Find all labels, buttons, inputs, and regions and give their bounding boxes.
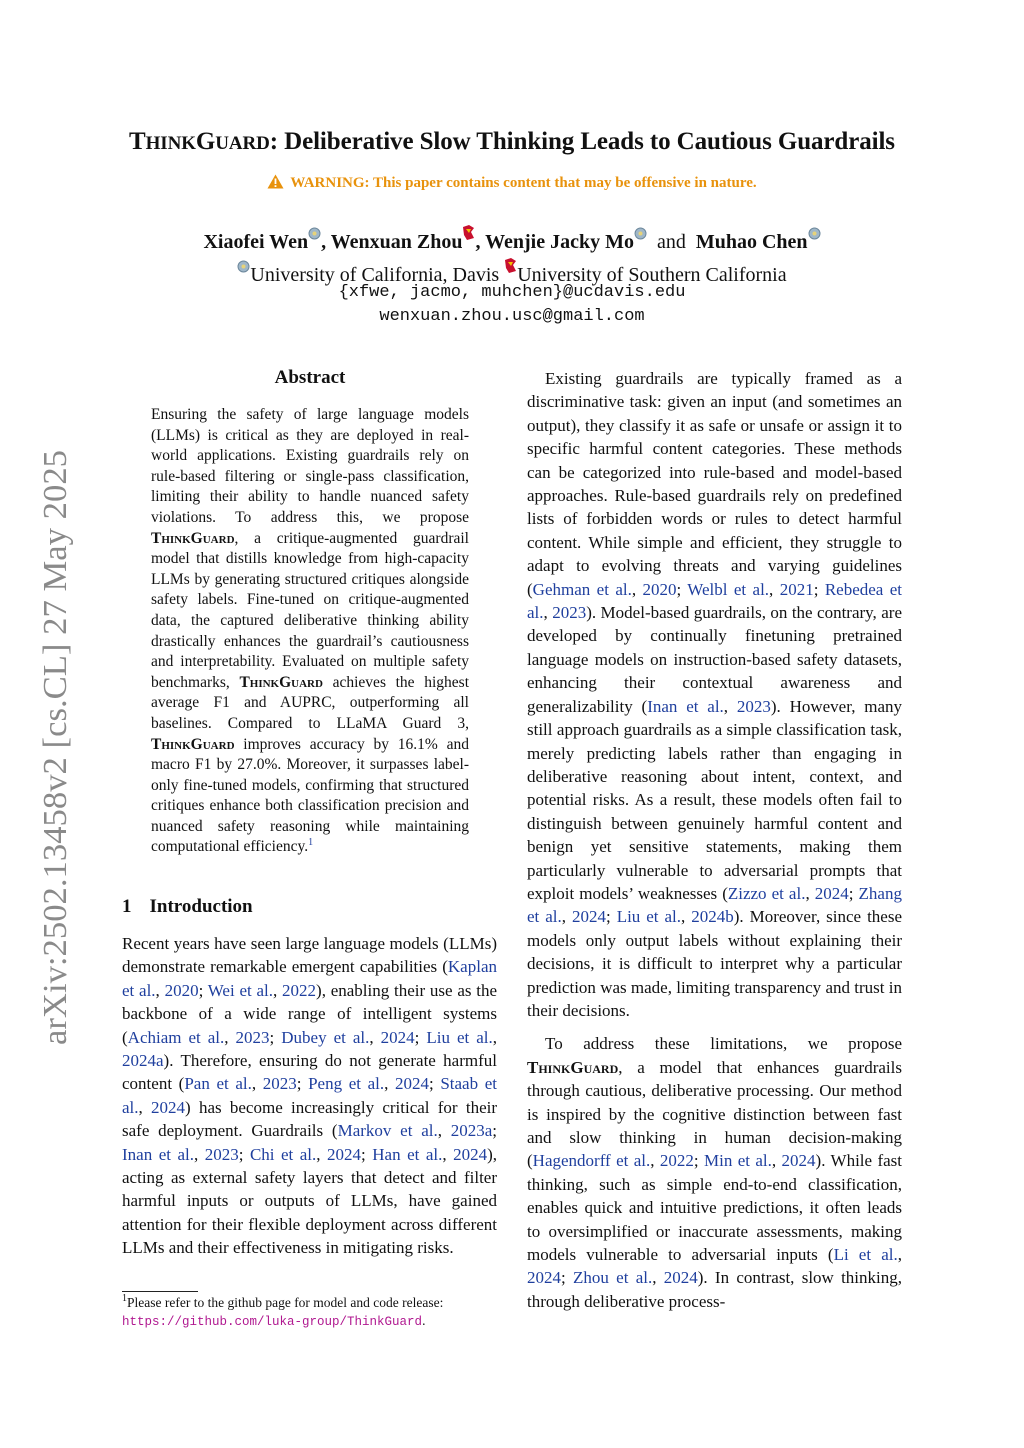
content-warning — [0, 174, 1024, 194]
citation-link[interactable]: Zizzo et al. — [727, 883, 806, 903]
author-and: and — [656, 231, 686, 253]
citation-link[interactable]: Liu et al. — [426, 1027, 493, 1047]
paragraph-proposal: To address these limitations, we propose ThinkGuard, a model that enhances guardrails through cautious, deliberative processing. Our method is inspired by the cognitive distinction between fast and slow thinking in human decision-making (Hagendorff et al., 2022; Min et al., 2024). While fast thinking, such as simple end-to-end classification, enables quick and intuitive predictions, it often leads to oversimplified or inaccurate assessments, making models vulnerable to adversarial inputs (Li et al., 2024; Zhou et al., 2024). In contrast, slow thinking, through deliberative process- — [527, 1034, 903, 1311]
citation-link[interactable]: Li et al. — [833, 1245, 898, 1265]
warning-text: WARNING: This paper contains content that may be offensive in nature. — [290, 175, 757, 191]
citation-link[interactable]: 2023 — [736, 696, 771, 716]
title-name: THINKGUARD — [129, 128, 270, 155]
system-name: ThinkGuard — [239, 673, 323, 691]
usc-logo-icon — [504, 256, 517, 269]
citation-link[interactable]: Kaplan et al. — [122, 957, 497, 1000]
citation-link[interactable]: Pan et al. — [184, 1074, 252, 1094]
citation-link[interactable]: Gehman et al. — [532, 579, 632, 599]
citation-link[interactable]: 2022 — [659, 1151, 694, 1171]
citation-link[interactable]: 2024a — [122, 1051, 164, 1071]
citation-link[interactable]: Liu et al. — [616, 907, 682, 927]
citation-link[interactable]: 2024 — [814, 883, 849, 903]
citation-link[interactable]: 2023 — [552, 603, 587, 623]
footnote-marker[interactable]: 1 — [308, 837, 314, 849]
citation-link[interactable]: Min et al. — [704, 1151, 772, 1171]
title-subtitle: : Deliberative Slow Thinking Leads to Cautious Guardrails — [269, 128, 895, 155]
citation-link[interactable]: 2021 — [779, 579, 814, 599]
github-link[interactable]: https://github.com/luka-group/ThinkGuard — [122, 1315, 423, 1329]
intro-paragraph: Recent years have seen large language models (LLMs) demonstrate remarkable emergent capabilities (Kaplan et al., 2020; Wei et al., 2022), enabling their use as the backbone of a wide range of intelligent systems (Achiam et al., 2023; Dubey et al., 2024; Liu et al., 2024a). Therefore, ensuring do not generate harmful content (Pan et al., 2023; Peng et al., 2024; Staab et al., 2024) has become increasingly critical for their safe deployment. Guardrails (Markov et al., 2023a; Inan et al., 2023; Chi et al., 2024; Han et al., 2024), acting as external safety layers that detect and filter harmful inputs or outputs of LLMs, have gained attention for their flexible deployment across different LLMs and their effectiveness in mitigating risks. — [122, 934, 498, 1258]
citation-link[interactable]: 2024 — [380, 1027, 415, 1047]
citation-link[interactable]: 2024 — [453, 1144, 488, 1164]
citation-link[interactable]: Chi et al. — [249, 1144, 317, 1164]
ucd-logo-icon — [308, 223, 321, 236]
arxiv-stamp-text: arXiv:2502.13458v2 [cs.CL] 27 May 2025 — [37, 461, 74, 1045]
citation-link[interactable]: Hagendorff et al. — [532, 1151, 651, 1171]
citation-link[interactable]: Staab et al. — [122, 1074, 497, 1117]
author-3: , Wenjie Jacky Mo — [475, 231, 634, 253]
citation-link[interactable]: 2024 — [527, 1268, 561, 1288]
abstract-heading: Abstract — [274, 367, 346, 388]
citation-link[interactable]: Achiam et al. — [127, 1027, 225, 1047]
citation-link[interactable]: Inan et al. — [122, 1144, 194, 1164]
author-1: Xiaofei Wen — [203, 231, 309, 253]
citation-link[interactable]: Zhang et al. — [527, 883, 902, 927]
citation-link[interactable]: 2024 — [327, 1144, 362, 1164]
ucd-logo-icon — [808, 223, 821, 236]
ucd-logo-icon — [634, 223, 647, 236]
citation-link[interactable]: 2023 — [262, 1074, 297, 1094]
citation-link[interactable]: Markov et al. — [337, 1121, 438, 1141]
footnote-rule — [122, 1291, 198, 1292]
abstract-body: Ensuring the safety of large language models (LLMs) is critical as they are deployed in real-world applications. Existing guardrails rely on rule-based filtering or single-pass classification, limiting their ability to handle nuanced safety violations. To address this, we propose ThinkGuard, a critique-augmented guardrail model that distills knowledge from high-capacity LLMs by generating structured critiques alongside safety labels. Fine-tuned on critique-augmented data, the captured deliberative thinking ability drastically enhances the guardrail’s cautiousness and interpretability. Evaluated on multiple safety benchmarks, ThinkGuard achieves the highest average F1 and AUPRC, outperforming all baselines. Compared to LLaMA Guard 3, ThinkGuard improves accuracy by 16.1% and macro F1 by 27.0%. Moreover, it surpasses label-only fine-tuned models, confirming that structured critiques enhance both classification precision and nuanced safety reasoning while maintaining computational efficiency.$^1$ — [151, 406, 470, 856]
author-list — [0, 223, 1024, 254]
citation-link[interactable]: 2024 — [394, 1074, 429, 1094]
ucd-logo-icon — [237, 256, 250, 269]
footnote: $^1$Please refer to the github page for model and code release: https://github.com/luka-group/ThinkGuard. — [122, 1293, 444, 1329]
email-line-1: {xfwe, jacmo, muhchen}@ucdavis.edu — [338, 283, 686, 302]
system-name: ThinkGuard — [151, 735, 235, 753]
citation-link[interactable]: 2020 — [642, 579, 677, 599]
citation-link[interactable]: 2023a — [450, 1121, 493, 1141]
citation-link[interactable]: Welbl et al. — [687, 579, 770, 599]
section-heading-introduction: 1 Introduction — [122, 896, 253, 917]
footnote-text: Please refer to the github page for model and code release: — [127, 1295, 444, 1310]
citation-link[interactable]: Zhou et al. — [573, 1268, 653, 1288]
citation-link[interactable]: 2020 — [164, 980, 199, 1000]
citation-link[interactable]: 2023 — [235, 1027, 270, 1047]
citation-link[interactable]: 2024 — [663, 1268, 698, 1288]
citation-link[interactable]: 2022 — [282, 980, 317, 1000]
author-2: , Wenxuan Zhou — [321, 231, 463, 253]
email-line-2: wenxuan.zhou.usc@gmail.com — [379, 307, 645, 326]
citation-link[interactable]: 2024 — [571, 907, 606, 927]
system-name: ThinkGuard — [151, 529, 235, 547]
right-column — [527, 367, 902, 1313]
citation-link[interactable]: 2024 — [151, 1097, 186, 1117]
warning-triangle-icon — [267, 174, 284, 194]
citation-link[interactable]: Inan et al. — [647, 696, 724, 716]
paper-title — [90, 128, 934, 156]
system-name: ThinkGuard — [527, 1057, 619, 1077]
paragraph-existing-guardrails: Existing guardrails are typically framed as a discriminative task: given an input (and sometimes an output), they classify it as safe or unsafe or assign it to specific harmful content categories. These methods can be categorized into rule-based and model-based approaches. Rule-based guardrails rely on predefined lists of forbidden words or rules to detect harmful content. While simple and efficient, they struggle to adapt to evolving threats and varying guidelines (Gehman et al., 2020; Welbl et al., 2021; Rebedea et al., 2023). Model-based guardrails, on the contrary, are developed by continually finetuning pretrained language models on instruction-based safety datasets, enhancing their contextual awareness and generalizability (Inan et al., 2023). However, many still approach guardrails as a simple classification task, merely predicting labels rather than engaging in deliberative reasoning about intent, context, and potential risks. As a result, these models often fail to distinguish between genuinely harmful content and benign yet sensitive statements, making them particularly vulnerable to adversarial prompts that exploit models’ weaknesses (Zizzo et al., 2024; Zhang et al., 2024; Liu et al., 2024b). Moreover, since these models only output labels without explaining their decisions, it is difficult to interpret why a particular prediction was made, limiting transparency and trust in their decisions. — [527, 369, 903, 1020]
citation-link[interactable]: Han et al. — [372, 1144, 443, 1164]
citation-link[interactable]: Rebedea et al. — [527, 579, 902, 623]
affiliation-ucd: University of California, Davis — [250, 264, 500, 286]
author-4: Muhao Chen — [695, 231, 808, 253]
citation-link[interactable]: 2023 — [204, 1144, 239, 1164]
citation-link[interactable]: 2024b — [691, 907, 734, 927]
citation-link[interactable]: Dubey et al. — [281, 1027, 370, 1047]
citation-link[interactable]: Wei et al. — [207, 980, 274, 1000]
footnote-number: 1 — [122, 1293, 127, 1304]
affiliation-usc: University of Southern California — [517, 264, 787, 286]
usc-logo-icon — [462, 223, 475, 236]
citation-link[interactable]: 2024 — [781, 1151, 816, 1171]
citation-link[interactable]: Peng et al. — [308, 1074, 385, 1094]
arxiv-stamp — [20, 445, 84, 1055]
